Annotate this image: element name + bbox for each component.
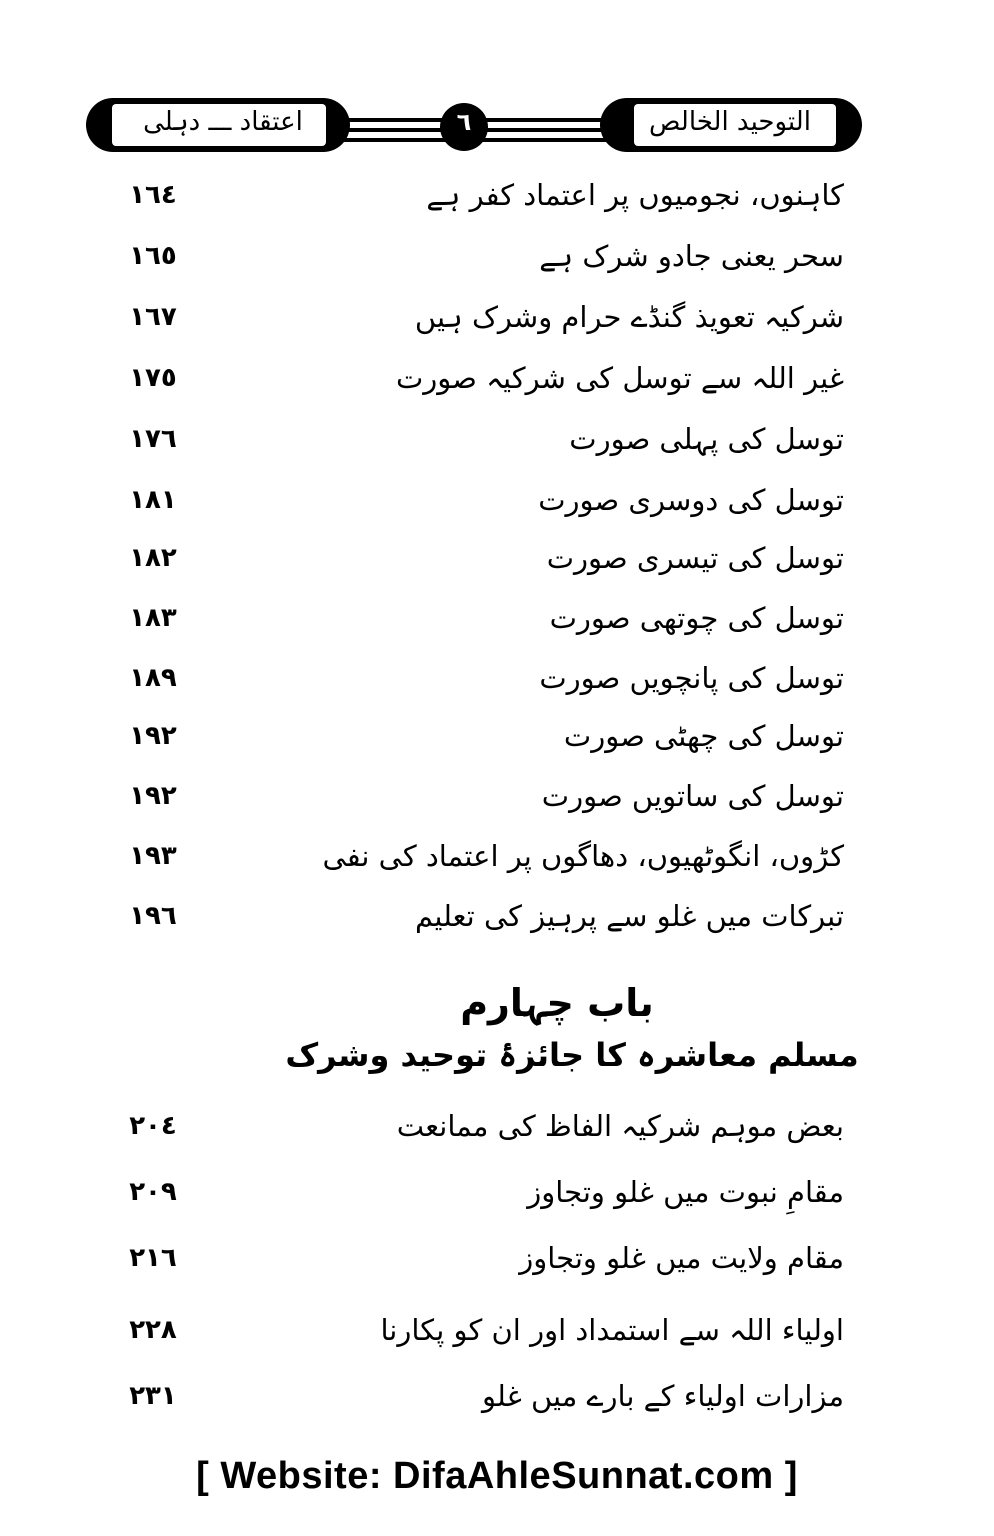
footer-website: [ Website: DifaAhleSunnat.com ] xyxy=(196,1455,798,1497)
toc-entry-title: شرکیہ تعویذ گنڈے حرام وشرک ہیں xyxy=(414,300,844,334)
toc-entry-title: مقام ولایت میں غلو وتجاوز xyxy=(519,1241,844,1275)
toc-entry-page: ٢١٦ xyxy=(129,1243,177,1273)
toc-entry-title: توسل کی تیسری صورت xyxy=(546,541,844,575)
toc-entry xyxy=(0,828,994,888)
header-page-number: ٦ xyxy=(456,108,472,136)
toc-entry-title: توسل کی پانچویں صورت xyxy=(539,661,844,695)
toc-entry xyxy=(0,350,994,410)
toc-entry-title: بعض موہم شرکیہ الفاظ کی ممانعت xyxy=(396,1109,844,1143)
toc-entry-page: ١٦٥ xyxy=(129,241,177,271)
toc-entry xyxy=(0,289,994,349)
toc-entry-title: توسل کی پہلی صورت xyxy=(569,422,844,456)
toc-entry-title: اولیاء اللہ سے استمداد اور ان کو پکارنا xyxy=(380,1313,844,1347)
toc-entry-page: ١٦٤ xyxy=(129,180,177,210)
toc-entry-page: ١٨١ xyxy=(129,485,177,515)
toc-entry-page: ٢٠٤ xyxy=(129,1111,177,1141)
toc-entry xyxy=(0,530,994,590)
toc-entry-page: ١٧٥ xyxy=(129,363,177,393)
toc-entry-title: مقامِ نبوت میں غلو وتجاوز xyxy=(527,1175,844,1209)
toc-entry xyxy=(0,768,994,828)
toc-entry-page: ٢٢٨ xyxy=(129,1315,177,1345)
toc-entry xyxy=(0,650,994,710)
toc-entry-title: غیر اللہ سے توسل کی شرکیہ صورت xyxy=(395,361,844,395)
toc-entry-page: ١٧٦ xyxy=(129,424,177,454)
toc-entry-page: ١٩٣ xyxy=(129,841,177,871)
toc-entry xyxy=(0,1230,994,1290)
chapter-title: باب چہارم xyxy=(460,981,654,1025)
toc-entry xyxy=(0,167,994,227)
toc-entry-page: ١٩٦ xyxy=(129,901,177,931)
toc-entry xyxy=(0,590,994,650)
toc-entry-page: ١٩٢ xyxy=(129,781,177,811)
toc-entry xyxy=(0,228,994,288)
toc-entry-page: ١٨٩ xyxy=(129,663,177,693)
toc-entry-title: توسل کی ساتویں صورت xyxy=(541,779,844,813)
header-ornament xyxy=(0,0,994,170)
toc-entry-page: ٢٠٩ xyxy=(129,1177,177,1207)
header-right-title: التوحید الخالص xyxy=(649,107,811,137)
toc-entry xyxy=(0,1302,994,1362)
toc-entry xyxy=(0,411,994,471)
toc-entry-title: مزارات اولیاء کے بارے میں غلو xyxy=(482,1379,844,1413)
chapter-subtitle: مسلم معاشرہ کا جائزۂ توحید وشرک xyxy=(285,1036,859,1074)
page-header xyxy=(0,0,994,170)
toc-entry-title: تبرکات میں غلو سے پرہیز کی تعلیم xyxy=(415,899,844,933)
toc-entry-title: توسل کی دوسری صورت xyxy=(538,483,844,517)
toc-entry xyxy=(0,1368,994,1428)
toc-entry xyxy=(0,472,994,532)
toc-entry-page: ١٩٢ xyxy=(129,721,177,751)
toc-entry xyxy=(0,708,994,768)
toc-entry-page: ٢٣١ xyxy=(129,1381,177,1411)
toc-entry-page: ١٨٢ xyxy=(129,543,177,573)
toc-entry xyxy=(0,888,994,948)
toc-entry-title: توسل کی چھٹی صورت xyxy=(563,719,844,753)
toc-entry xyxy=(0,1098,994,1158)
toc-entry-page: ١٦٧ xyxy=(129,302,177,332)
toc-entry-title: کڑوں، انگوٹھیوں، دھاگوں پر اعتماد کی نفی xyxy=(322,839,844,873)
toc-entry-title: سحر یعنی جادو شرک ہے xyxy=(539,239,844,273)
toc-entry-title: توسل کی چوتھی صورت xyxy=(549,601,844,635)
header-left-title: اعتقاد ـــ دہلی xyxy=(143,107,303,137)
toc-entry-title: کاہنوں، نجومیوں پر اعتماد کفر ہے xyxy=(426,178,844,212)
toc-entry xyxy=(0,1164,994,1224)
toc-entry-page: ١٨٣ xyxy=(129,603,177,633)
